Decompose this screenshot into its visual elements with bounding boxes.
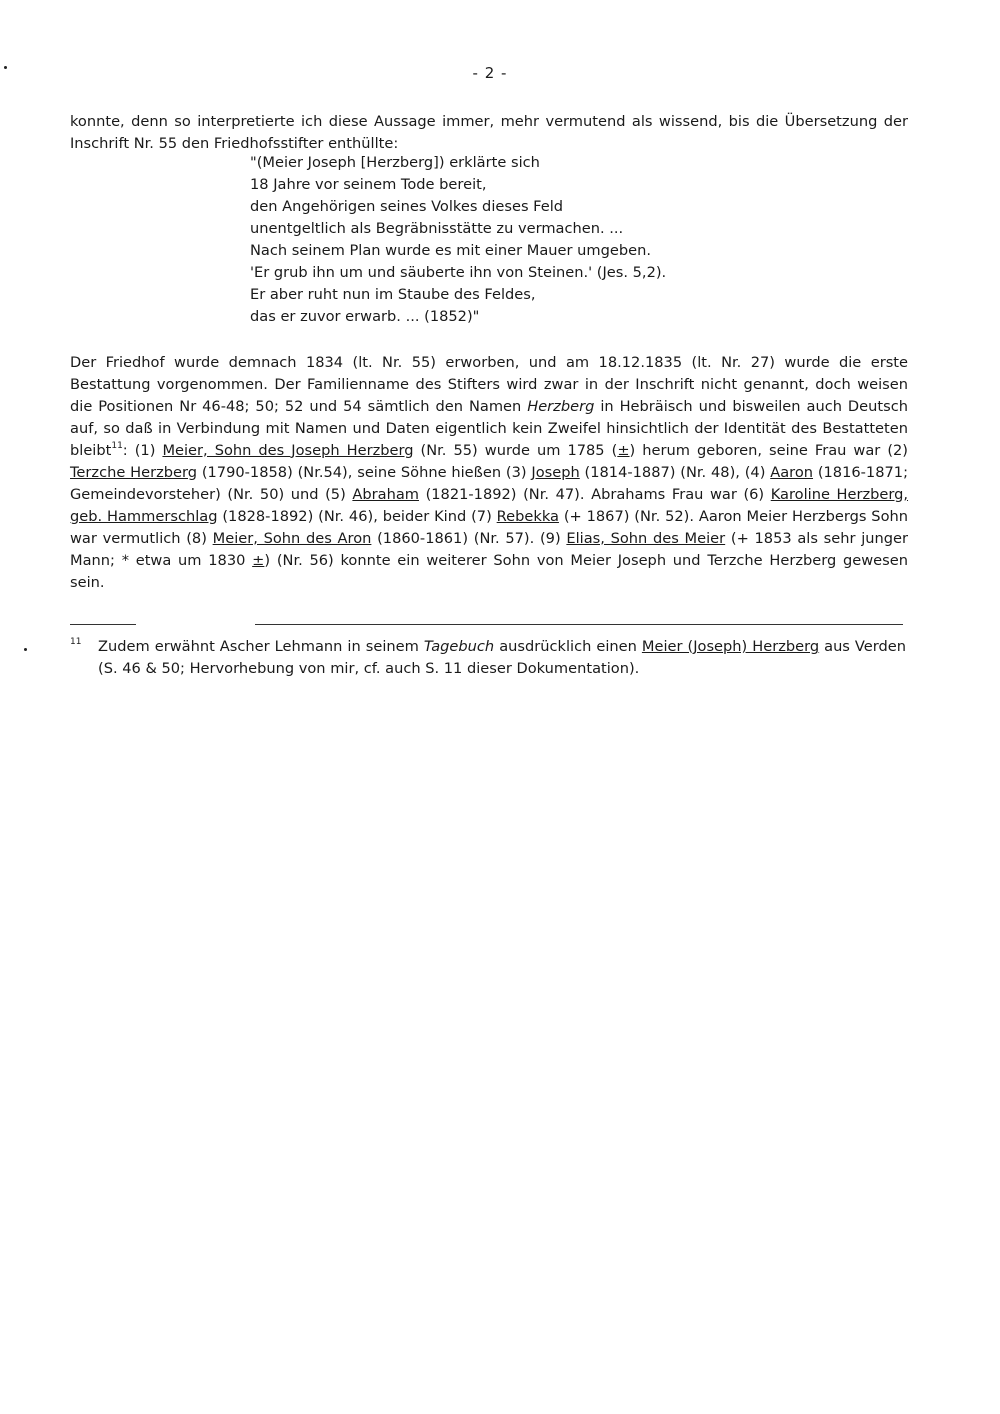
inscription-quote [250,152,810,328]
text-run: (1828-1892) (Nr. 46), beider Kind (7) [217,507,497,525]
person-name: Meier, Sohn des Aron [212,529,372,547]
text-run: ausdrücklich einen [494,638,642,655]
text-run: in Hebräisch und bisweilen auch Deutsch auf, so daß in Verbindung mit Namen und Daten eigentlich kein Zweifel hinsichtlich der Identität des Bestatteten bleibt [70,397,908,459]
quote-line: 'Er grub ihn um und säuberte ihn von Steinen.' (Jes. 5,2). [250,264,667,281]
paragraph-cemetery [70,352,908,594]
person-name: Elias, Sohn des Meier [566,529,726,547]
person-name: Karoline Herzberg, geb. Hammerschlag [70,485,909,525]
quote-line: das er zuvor erwarb. ... (1852)" [250,308,480,325]
text-run: (+ 1853 als sehr junger Mann; * etwa um 1830 [70,529,909,569]
italic-surname: Herzberg [527,397,595,415]
person-name: Aaron [770,463,814,481]
text-run: aus Verden (S. 46 & 50; Hervorhebung von mir, cf. auch S. 11 dieser Dokumentation). [98,638,906,677]
text-run: Der Friedhof wurde demnach 1834 (lt. Nr. 55) erworben, und am 18.12.1835 (lt. Nr. 27) wurde die erste Bestattung vorgenommen. Der Familienname des Stifters wird zwar in der Inschrift nicht genannt, doch weisen die Positionen Nr 46-48; 50; 52 und 54 sämtlich den Namen [70,353,908,415]
footnote-reference: 11 [111,440,123,451]
text-run: (+ 1867) (Nr. 52). Aaron Meier Herzbergs Sohn war vermutlich (8) [70,507,908,547]
person-name: Abraham [352,485,419,503]
footnote-number: 11 [70,637,82,647]
text-run: Zudem erwähnt Ascher Lehmann in seinem [98,638,424,655]
text-run: : (1) [122,441,163,459]
person-name: Meier (Joseph) Herzberg [641,638,820,655]
footnote [70,636,906,680]
paragraph-intro [70,111,908,155]
text-run: (1790-1858) (Nr.54), seine Söhne hießen (3) [197,463,532,481]
person-name: Terzche Herzberg [70,463,198,481]
plus-minus-mark: ± [252,551,265,569]
text-run: (1860-1861) (Nr. 57). (9) [371,529,567,547]
text-run: (1821-1892) (Nr. 47). Abrahams Frau war (6) [418,485,771,503]
person-name: Rebekka [496,507,559,525]
quote-line: unentgeltlich als Begräbnisstätte zu vermachen. ... [250,220,624,237]
quote-line: Nach seinem Plan wurde es mit einer Mauer umgeben. [250,242,651,259]
text-run: (1816-1871; Gemeindevorsteher) (Nr. 50) und (5) [70,463,908,503]
text-run: (Nr. 55) wurde um 1785 ( [413,441,618,459]
footnote-marker [70,636,98,658]
text-run: ) herum geboren, seine Frau war (2) [629,441,909,459]
quote-line: Er aber ruht nun im Staube des Feldes, [250,286,536,303]
plus-minus-mark: ± [617,441,630,459]
page-number: - 2 - [472,64,508,82]
scan-speck [4,66,7,69]
quote-line: den Angehörigen seines Volkes dieses Feld [250,198,564,215]
text-run: ) (Nr. 56) konnte ein weiterer Sohn von Meier Joseph und Terzche Herzberg gewesen sein. [70,551,908,591]
footnote-separator [255,624,903,625]
footnote-separator [70,624,136,625]
person-name: Meier, Sohn des Joseph Herzberg [162,441,414,459]
quote-line: "(Meier Joseph [Herzberg]) erklärte sich [250,154,540,171]
person-name: Joseph [531,463,580,481]
italic-title: Tagebuch [423,638,495,655]
quote-line: 18 Jahre vor seinem Tode bereit, [250,176,487,193]
text-run: (1814-1887) (Nr. 48), (4) [579,463,771,481]
scan-speck [24,648,27,651]
footnote-text [70,636,906,680]
text-run: konnte, denn so interpretierte ich diese Aussage immer, mehr vermutend als wissend, bis die Übersetzung der Inschrift Nr. 55 den Friedhofsstifter enthüllte: [70,112,908,152]
